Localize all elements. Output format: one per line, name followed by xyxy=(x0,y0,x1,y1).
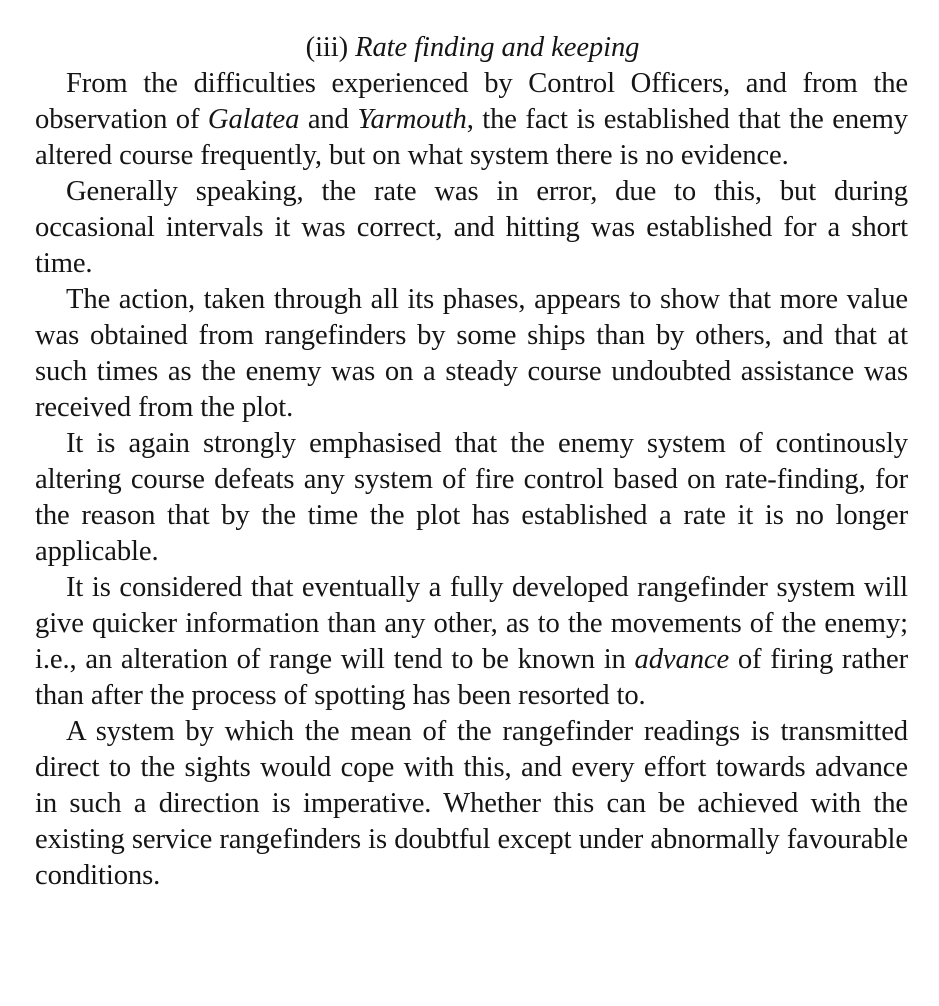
paragraph xyxy=(35,66,908,174)
text-run: It is considered that eventually a fully developed rangefinder system will give quicker information than any other, as to the movements of the enemy; i.e., an alteration of range will tend to be known in xyxy=(35,572,908,675)
paragraph xyxy=(35,174,908,282)
italic-text: advance xyxy=(634,644,730,675)
text-run: , the fact is established that the enemy altered course frequently, but on what system there is no evidence. xyxy=(35,104,908,171)
text-run: A system by which the mean of the rangefinder readings is transmitted direct to the sights would cope with this, and every effort towards advance in such a direction is imperative. Whether this can be achieved with the existing service rangefinders is doubtful except under abnormally favourable conditions. xyxy=(35,716,908,891)
text-run: From the difficulties experienced by Control Officers, and from the observation of xyxy=(35,68,908,135)
text-run: of firing rather than after the process of spotting has been resorted to. xyxy=(35,644,908,711)
section-heading xyxy=(35,30,908,66)
text-run: The action, taken through all its phases, appears to show that more value was obtained from rangefinders by some ships than by others, and that at such times as the enemy was on a steady course undoubted assistance was received from the plot. xyxy=(35,284,908,423)
paragraph xyxy=(35,426,908,570)
text-run: Generally speaking, the rate was in error, due to this, but during occasional intervals it was correct, and hitting was established for a short time. xyxy=(35,176,908,279)
paragraph xyxy=(35,282,908,426)
paragraph xyxy=(35,570,908,714)
text-run: and xyxy=(299,104,358,135)
body-text xyxy=(35,66,908,894)
italic-text: Galatea xyxy=(207,104,300,135)
section-number: (iii) xyxy=(305,32,349,63)
section-title: Rate finding and keeping xyxy=(355,32,640,63)
italic-text: Yarmouth xyxy=(357,104,467,135)
paragraph xyxy=(35,714,908,894)
text-run: It is again strongly emphasised that the enemy system of continously altering course defeats any system of fire control based on rate-finding, for the reason that by the time the plot has established a rate it is no longer applicable. xyxy=(35,428,908,567)
document-page xyxy=(35,30,908,894)
